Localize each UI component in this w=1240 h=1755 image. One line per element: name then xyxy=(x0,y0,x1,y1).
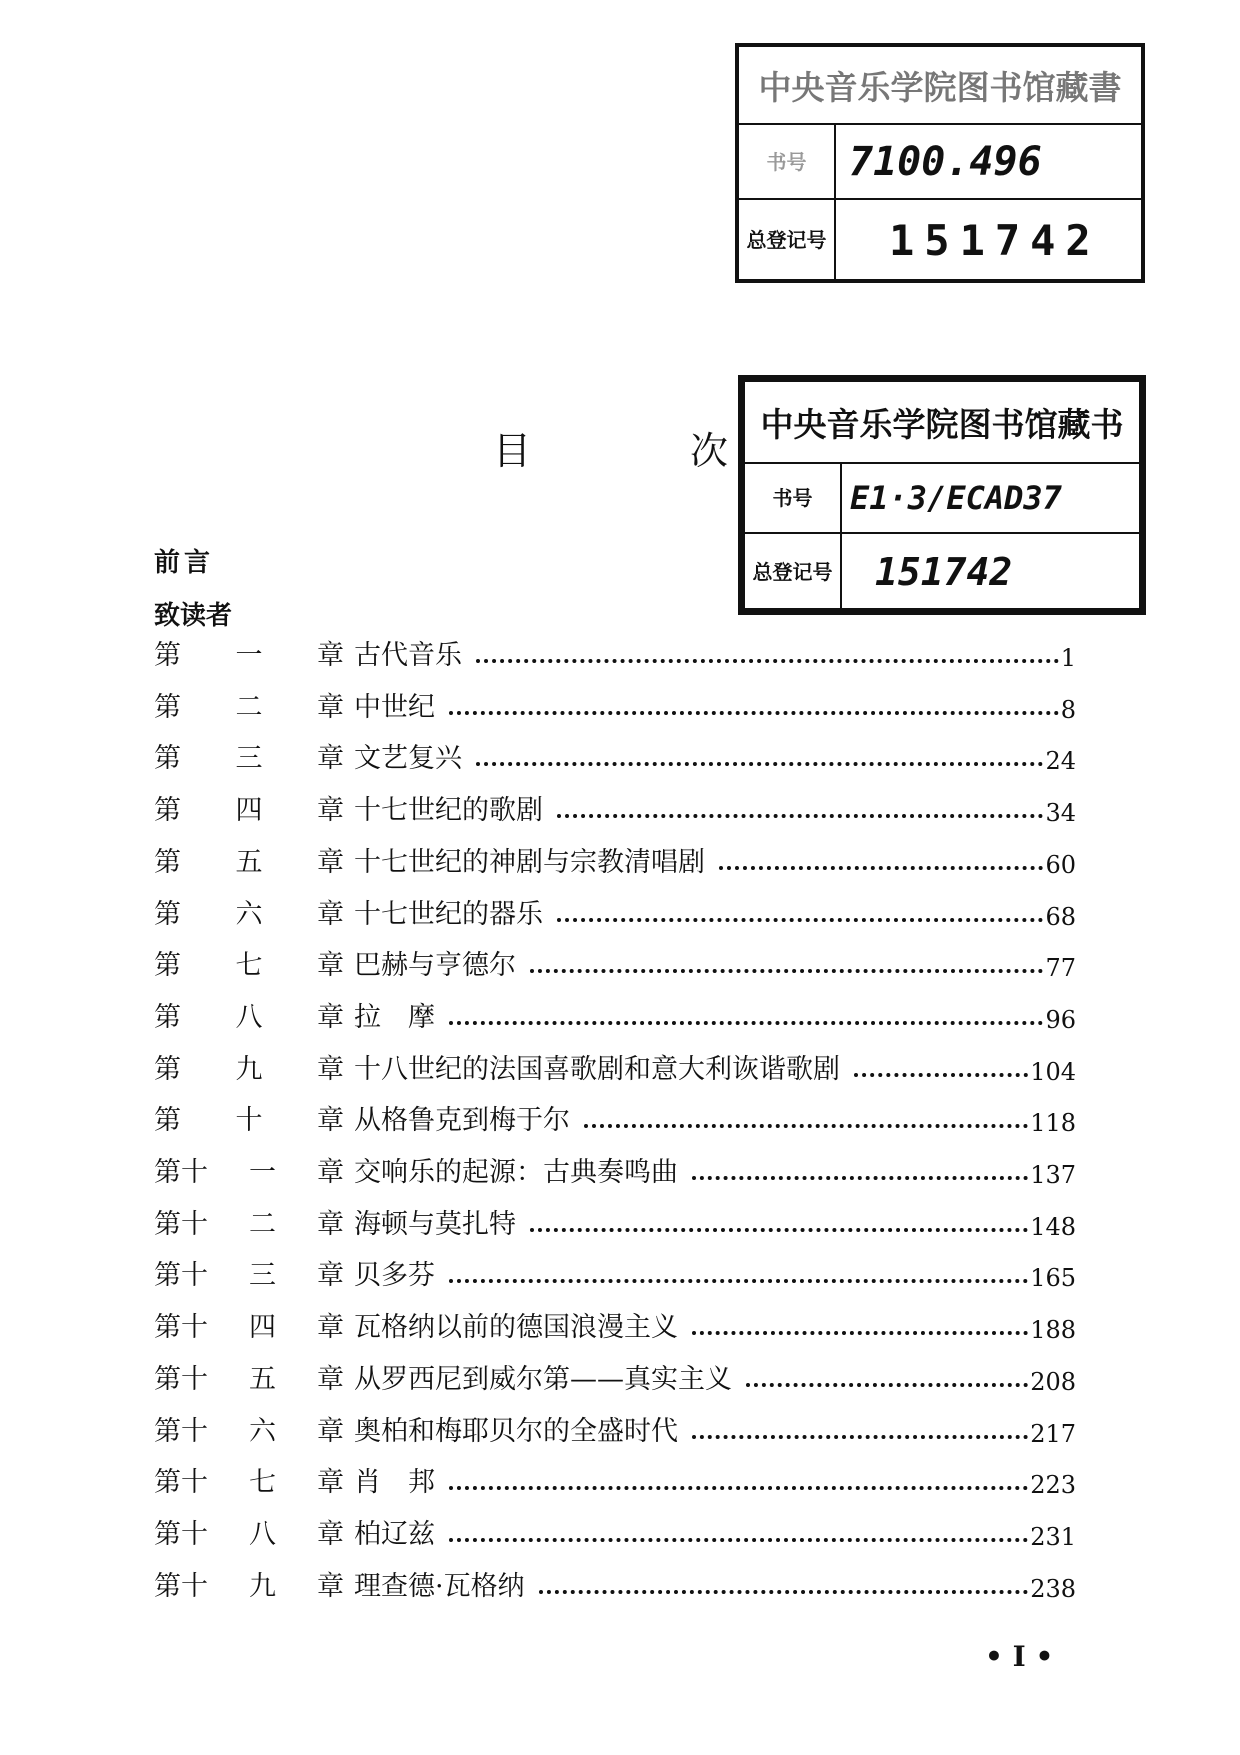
page-ref: 148 xyxy=(1030,1212,1076,1241)
call-number-label: 书号 xyxy=(745,464,842,532)
chapter-number xyxy=(154,1305,344,1344)
chapter-prefix: 第 xyxy=(154,1053,181,1085)
chapter-number xyxy=(154,1357,344,1396)
chapter-numeral: 七 xyxy=(235,950,263,982)
leader-dots xyxy=(530,1228,1028,1232)
toc-title-left: 目 xyxy=(493,429,532,473)
chapter-numeral: 九 xyxy=(249,1570,276,1602)
chapter-prefix: 第 xyxy=(154,1001,181,1033)
page-ref: 34 xyxy=(1045,799,1076,828)
chapter-numeral: 二 xyxy=(235,691,263,723)
page-ref: 231 xyxy=(1030,1522,1076,1551)
chapter-prefix: 第十 xyxy=(154,1415,208,1447)
page-ref: 137 xyxy=(1030,1161,1076,1189)
chapter-title: 奥柏和梅耶贝尔的全盛时代 xyxy=(354,1415,678,1447)
chapter-prefix: 第 xyxy=(154,743,181,775)
chapter-title: 中世纪 xyxy=(354,691,435,723)
leader-dots xyxy=(746,1383,1028,1387)
leader-dots xyxy=(476,659,1059,663)
page-ref: 68 xyxy=(1045,902,1076,931)
leader-dots xyxy=(719,866,1043,870)
chapter-title: 肖 邦 xyxy=(354,1467,435,1499)
chapter-prefix: 第十 xyxy=(154,1570,208,1602)
toc-entry xyxy=(154,1356,1076,1396)
chapter-numeral: 四 xyxy=(249,1312,276,1344)
page-ref: 104 xyxy=(1030,1057,1076,1086)
page-ref: 165 xyxy=(1030,1264,1076,1293)
chapter-title: 文艺复兴 xyxy=(354,743,462,775)
chapter-title: 拉 摩 xyxy=(354,1001,435,1033)
chapter-suffix: 章 xyxy=(317,1570,344,1602)
leader-dots xyxy=(557,814,1043,818)
chapter-suffix: 章 xyxy=(317,795,344,827)
toc-entry xyxy=(154,787,1076,827)
leader-dots xyxy=(449,1279,1028,1283)
toc-entry xyxy=(154,1511,1076,1551)
chapter-numeral: 一 xyxy=(249,1157,276,1188)
toc-entry xyxy=(154,1149,1076,1189)
toc-entry xyxy=(154,994,1076,1034)
front-matter-preface: 前言 xyxy=(154,548,215,578)
call-number: E1·3/ECAD37 xyxy=(850,479,1062,517)
chapter-suffix: 章 xyxy=(317,1415,344,1447)
chapter-prefix: 第十 xyxy=(154,1260,208,1292)
toc-entry xyxy=(154,1304,1076,1344)
chapter-title: 十七世纪的器乐 xyxy=(354,898,543,930)
chapter-title: 古代音乐 xyxy=(354,640,462,671)
chapter-title: 十七世纪的神剧与宗教清唱剧 xyxy=(354,846,705,878)
chapter-number xyxy=(154,736,344,775)
chapter-number xyxy=(154,1253,344,1292)
chapter-number xyxy=(154,995,344,1034)
chapter-title: 交响乐的起源：古典奏鸣曲 xyxy=(354,1157,678,1188)
leader-dots xyxy=(557,918,1043,922)
register-number-label: 总登记号 xyxy=(739,200,836,280)
page-ref: 223 xyxy=(1030,1471,1076,1500)
chapter-number xyxy=(154,1150,344,1189)
chapter-prefix: 第 xyxy=(154,795,181,827)
register-number: 151742 xyxy=(875,550,1013,594)
call-number-label: 书号 xyxy=(739,125,836,198)
page-ref: 77 xyxy=(1045,954,1076,983)
chapter-prefix: 第十 xyxy=(154,1467,208,1499)
toc-entry xyxy=(154,684,1076,724)
chapter-suffix: 章 xyxy=(317,1363,344,1395)
toc-title-right: 次 xyxy=(690,429,729,473)
chapter-numeral: 八 xyxy=(235,1001,263,1033)
chapter-suffix: 章 xyxy=(317,691,344,723)
chapter-suffix: 章 xyxy=(317,1001,344,1033)
stamp-header: 中央音乐学院图书馆藏书 xyxy=(760,404,1124,444)
chapter-suffix: 章 xyxy=(317,1053,344,1085)
toc-entry xyxy=(154,1046,1076,1086)
stamp-header: 中央音乐学院图书馆藏書 xyxy=(758,67,1122,107)
chapter-title: 十八世纪的法国喜歌剧和意大利诙谐歌剧 xyxy=(354,1053,840,1085)
chapter-numeral: 四 xyxy=(235,795,263,827)
toc-entry xyxy=(154,942,1076,982)
chapter-numeral: 二 xyxy=(249,1208,276,1240)
chapter-title: 海顿与莫扎特 xyxy=(354,1208,516,1240)
toc-entry xyxy=(154,1459,1076,1499)
leader-dots xyxy=(449,1021,1043,1025)
chapter-numeral: 五 xyxy=(249,1363,276,1395)
chapter-prefix: 第 xyxy=(154,1105,181,1137)
page-ref: 118 xyxy=(1030,1109,1076,1138)
chapter-numeral: 六 xyxy=(249,1415,276,1447)
chapter-prefix: 第十 xyxy=(154,1208,208,1240)
chapter-title: 柏辽兹 xyxy=(354,1518,435,1550)
chapter-number xyxy=(154,1460,344,1499)
chapter-number xyxy=(154,633,344,672)
leader-dots xyxy=(692,1331,1028,1335)
chapter-numeral: 十 xyxy=(235,1105,263,1137)
leader-dots xyxy=(449,1486,1028,1490)
toc-entry xyxy=(154,1563,1076,1603)
chapter-prefix: 第 xyxy=(154,846,181,878)
chapter-number xyxy=(154,1202,344,1241)
library-stamp-2 xyxy=(738,375,1146,615)
front-matter-to-reader: 致读者 xyxy=(154,601,233,631)
chapter-suffix: 章 xyxy=(317,1518,344,1550)
chapter-numeral: 八 xyxy=(249,1518,276,1550)
toc-entry xyxy=(154,1252,1076,1292)
page-number: • I • xyxy=(985,1640,1054,1673)
register-number: 151742 xyxy=(889,215,1101,265)
library-stamp-1 xyxy=(735,43,1145,283)
chapter-suffix: 章 xyxy=(317,1260,344,1292)
chapter-number xyxy=(154,840,344,879)
page-ref: 238 xyxy=(1030,1574,1076,1603)
chapter-numeral: 五 xyxy=(235,846,263,878)
chapter-numeral: 七 xyxy=(249,1467,276,1499)
chapter-numeral: 三 xyxy=(249,1260,276,1292)
chapter-number xyxy=(154,1512,344,1551)
chapter-title: 巴赫与亨德尔 xyxy=(354,950,516,982)
page-ref: 1 xyxy=(1060,644,1076,672)
chapter-numeral: 六 xyxy=(235,898,263,930)
chapter-number xyxy=(154,943,344,982)
chapter-prefix: 第十 xyxy=(154,1157,208,1188)
chapter-prefix: 第十 xyxy=(154,1518,208,1550)
chapter-prefix: 第 xyxy=(154,898,181,930)
chapter-prefix: 第 xyxy=(154,691,181,723)
chapter-numeral: 一 xyxy=(235,640,263,671)
toc-entry xyxy=(154,1201,1076,1241)
register-number-label: 总登记号 xyxy=(745,534,842,610)
chapter-title: 十七世纪的歌剧 xyxy=(354,795,543,827)
page-ref: 24 xyxy=(1045,747,1076,776)
leader-dots xyxy=(854,1073,1028,1077)
chapter-suffix: 章 xyxy=(317,950,344,982)
chapter-numeral: 九 xyxy=(235,1053,263,1085)
chapter-suffix: 章 xyxy=(317,640,344,671)
chapter-suffix: 章 xyxy=(317,743,344,775)
toc-entry xyxy=(154,735,1076,775)
chapter-suffix: 章 xyxy=(317,1208,344,1240)
leader-dots xyxy=(530,969,1043,973)
page-ref: 96 xyxy=(1045,1005,1076,1034)
toc-entry xyxy=(154,1408,1076,1448)
chapter-suffix: 章 xyxy=(317,898,344,930)
chapter-suffix: 章 xyxy=(317,1157,344,1188)
page-ref: 188 xyxy=(1030,1316,1076,1345)
chapter-number xyxy=(154,1098,344,1137)
leader-dots xyxy=(449,1538,1028,1542)
chapter-suffix: 章 xyxy=(317,846,344,878)
leader-dots xyxy=(692,1176,1028,1180)
chapter-prefix: 第 xyxy=(154,950,181,982)
leader-dots xyxy=(476,762,1043,766)
page-ref: 208 xyxy=(1030,1367,1076,1396)
chapter-title: 瓦格纳以前的德国浪漫主义 xyxy=(354,1312,678,1344)
toc-entry xyxy=(154,891,1076,931)
page-ref: 8 xyxy=(1060,695,1076,724)
chapter-number xyxy=(154,1409,344,1448)
chapter-title: 理查德·瓦格纳 xyxy=(354,1570,525,1602)
chapter-prefix: 第 xyxy=(154,640,181,671)
page-ref: 60 xyxy=(1045,850,1076,879)
chapter-number xyxy=(154,1564,344,1603)
chapter-title: 从罗西尼到威尔第——真实主义 xyxy=(354,1363,732,1395)
page-ref: 217 xyxy=(1030,1419,1076,1448)
chapter-number xyxy=(154,685,344,724)
chapter-number xyxy=(154,892,344,931)
leader-dots xyxy=(584,1124,1028,1128)
chapter-number xyxy=(154,788,344,827)
chapter-numeral: 三 xyxy=(235,743,263,775)
chapter-suffix: 章 xyxy=(317,1467,344,1499)
chapter-title: 从格鲁克到梅于尔 xyxy=(354,1105,570,1137)
toc-entry xyxy=(154,632,1076,672)
toc-entry xyxy=(154,1097,1076,1137)
chapter-title: 贝多芬 xyxy=(354,1260,435,1292)
chapter-prefix: 第十 xyxy=(154,1312,208,1344)
chapter-suffix: 章 xyxy=(317,1105,344,1137)
leader-dots xyxy=(692,1435,1028,1439)
call-number: 7100.496 xyxy=(849,138,1042,185)
leader-dots xyxy=(539,1590,1029,1594)
chapter-prefix: 第十 xyxy=(154,1363,208,1395)
chapter-number xyxy=(154,1047,344,1086)
leader-dots xyxy=(449,711,1059,715)
chapter-suffix: 章 xyxy=(317,1312,344,1344)
toc-entry xyxy=(154,839,1076,879)
